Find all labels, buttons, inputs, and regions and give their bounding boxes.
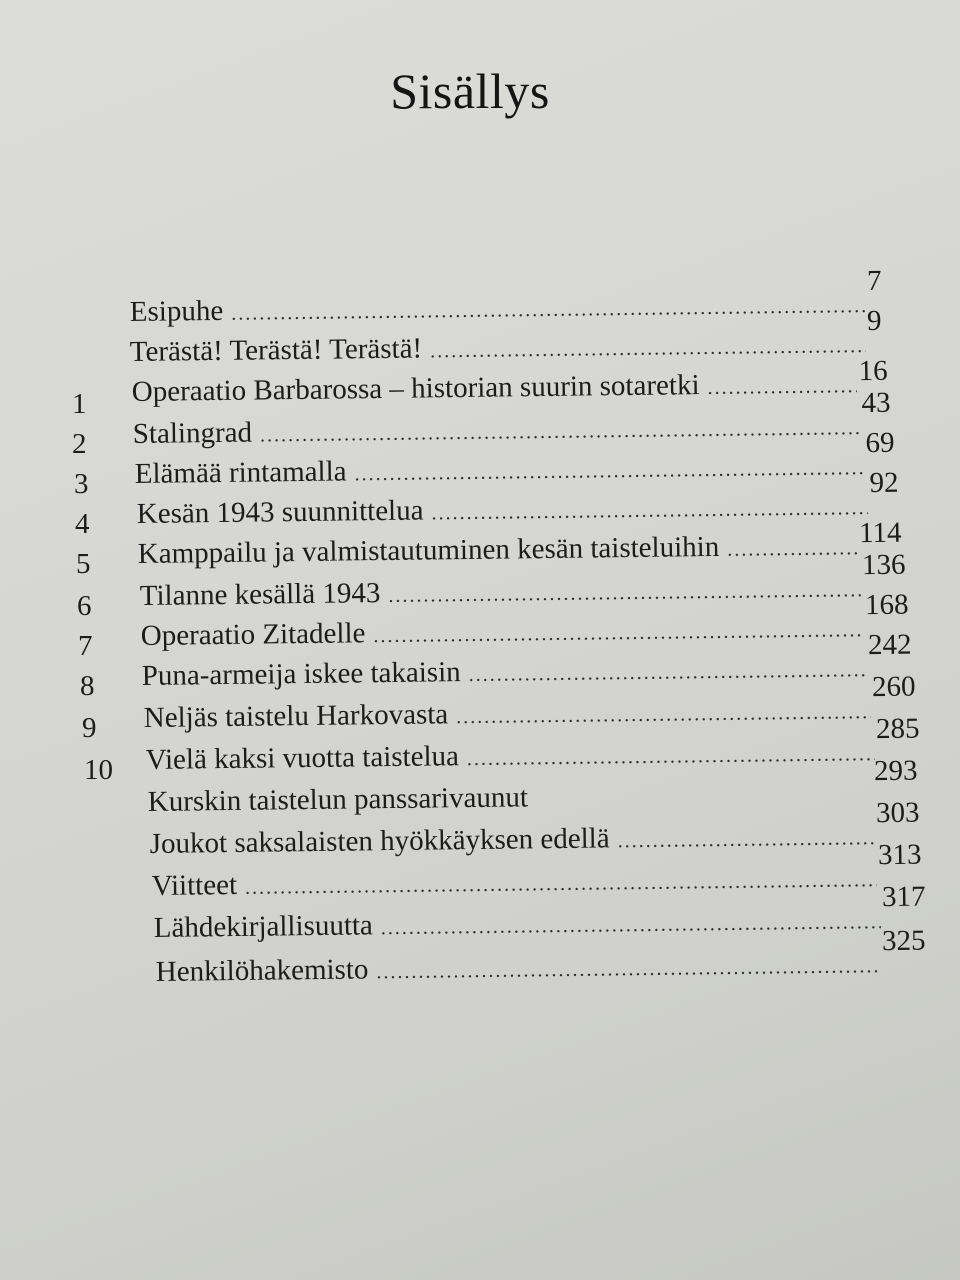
leader-dots (376, 955, 880, 984)
toc-entry-label: Elämää rintamalla (134, 455, 347, 491)
toc-entry-label: Viitteet (151, 868, 238, 903)
leader-dots (373, 619, 863, 648)
toc-entry-label: Esipuhe (129, 294, 224, 329)
toc-entry-label: Lähdekirjallisuutta (153, 909, 374, 945)
toc-entry-page: 9 (866, 304, 882, 337)
leader-dots (727, 537, 857, 562)
toc-entry-label: Operaatio Zitadelle (140, 617, 366, 653)
leader-dots (430, 335, 865, 363)
toc-entry-page: 92 (869, 466, 899, 500)
toc-entry-label: Kesän 1943 suunnittelua (136, 494, 424, 531)
leader-dots (707, 375, 857, 400)
leader-dots (245, 869, 876, 900)
toc-entry-page: 242 (867, 628, 912, 662)
leader-dots (260, 417, 860, 447)
toc-entry-page: 16 (858, 354, 888, 388)
toc-entry-label: Stalingrad (132, 416, 253, 451)
leader-dots (381, 911, 881, 940)
leader-dots (456, 701, 870, 729)
leader-dots (354, 457, 863, 486)
chapter-number: 5 (76, 548, 91, 580)
toc-entry-label: Joukot saksalaisten hyökkäyksen edellä (149, 822, 610, 861)
chapter-number: 7 (78, 630, 93, 662)
toc-entry-page: 260 (871, 670, 916, 704)
chapter-number: 9 (82, 712, 97, 744)
toc-entry-label: Vielä kaksi vuotta taistelua (145, 740, 460, 777)
toc-entry-page: 285 (875, 712, 920, 746)
leader-dots (469, 659, 867, 687)
toc-entry (129, 264, 882, 329)
toc-entry-page: 136 (861, 548, 906, 582)
leader-dots (388, 579, 860, 608)
toc-entry-page: 313 (877, 838, 922, 872)
toc-entry-page: 43 (861, 386, 891, 420)
chapter-number: 10 (84, 754, 113, 786)
chapter-number: 8 (80, 670, 95, 702)
toc-entry (137, 516, 902, 571)
toc-entry-page: 69 (865, 426, 895, 460)
leader-dots (231, 295, 865, 326)
chapter-number: 2 (72, 428, 87, 460)
chapter-number: 3 (74, 468, 89, 500)
leader-dots (618, 827, 875, 853)
page-title: Sisällys (390, 63, 550, 119)
toc-entry-page: 303 (875, 796, 920, 830)
chapter-number: 1 (72, 388, 87, 420)
toc-entry-page: 7 (866, 264, 882, 297)
toc-entry (131, 354, 888, 409)
leader-dots (431, 497, 868, 525)
toc-entry-page: 317 (881, 880, 926, 914)
leader-dots (467, 743, 875, 771)
toc-entry-label: Henkilöhakemisto (155, 953, 369, 989)
toc-entry-page: 114 (858, 516, 902, 550)
toc-entry-label: Operaatio Barbarossa – historian suurin sotaretki (131, 369, 700, 409)
toc-entry-label: Tilanne kesällä 1943 (139, 577, 381, 613)
chapter-number: 6 (77, 590, 92, 622)
toc-entry-page: 293 (873, 754, 918, 788)
toc-entry-label: Neljäs taistelu Harkovasta (143, 698, 449, 735)
toc-entry-label: Terästä! Terästä! Terästä! (129, 332, 423, 369)
toc-entry-page: 168 (864, 588, 909, 622)
toc-entry-label: Kurskin taistelun panssarivaunut (147, 781, 529, 819)
toc-entry-label: Kamppailu ja valmistautuminen kesän taisteluihin (137, 530, 720, 571)
chapter-number: 4 (75, 508, 90, 540)
toc-entry-label: Puna-armeija iskee takaisin (141, 656, 461, 693)
toc-entry-page: 325 (881, 924, 926, 958)
